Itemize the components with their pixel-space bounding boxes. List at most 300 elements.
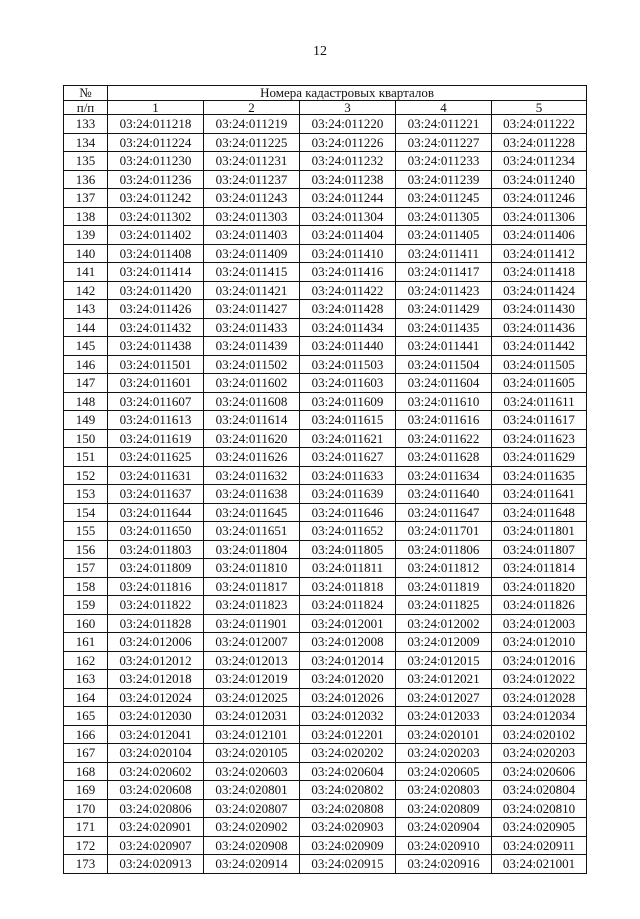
cadastral-number-cell: 03:24:011422 (300, 281, 396, 300)
header-row-2 (64, 101, 587, 115)
row-number: 134 (64, 133, 108, 152)
row-number: 163 (64, 670, 108, 689)
cadastral-number-cell: 03:24:011633 (300, 466, 396, 485)
cadastral-number-cell: 03:24:020901 (108, 818, 204, 837)
cadastral-number-cell: 03:24:011621 (300, 429, 396, 448)
cadastral-number-cell: 03:24:011817 (204, 577, 300, 596)
table-row (64, 725, 587, 744)
cadastral-number-cell: 03:24:012015 (396, 651, 492, 670)
header-no: № (64, 86, 108, 101)
row-number: 146 (64, 355, 108, 374)
cadastral-number-cell: 03:24:011501 (108, 355, 204, 374)
cadastral-number-cell: 03:24:011803 (108, 540, 204, 559)
cadastral-number-cell: 03:24:012027 (396, 688, 492, 707)
table-row (64, 707, 587, 726)
cadastral-number-cell: 03:24:011502 (204, 355, 300, 374)
cadastral-number-cell: 03:24:011439 (204, 337, 300, 356)
cadastral-number-cell: 03:24:020203 (396, 744, 492, 763)
row-number: 138 (64, 207, 108, 226)
row-number: 164 (64, 688, 108, 707)
cadastral-number-cell: 03:24:012010 (492, 633, 587, 652)
row-number: 169 (64, 781, 108, 800)
row-number: 171 (64, 818, 108, 837)
cadastral-number-cell: 03:24:020911 (492, 836, 587, 855)
row-number: 157 (64, 559, 108, 578)
cadastral-number-cell: 03:24:011441 (396, 337, 492, 356)
cadastral-number-cell: 03:24:011605 (492, 374, 587, 393)
cadastral-number-cell: 03:24:012022 (492, 670, 587, 689)
cadastral-number-cell: 03:24:012031 (204, 707, 300, 726)
table-row (64, 651, 587, 670)
cadastral-number-cell: 03:24:020203 (492, 744, 587, 763)
cadastral-number-cell: 03:24:011244 (300, 189, 396, 208)
table-row (64, 688, 587, 707)
cadastral-number-cell: 03:24:012032 (300, 707, 396, 726)
cadastral-number-cell: 03:24:011430 (492, 300, 587, 319)
cadastral-number-cell: 03:24:020804 (492, 781, 587, 800)
row-number: 168 (64, 762, 108, 781)
cadastral-number-cell: 03:24:011634 (396, 466, 492, 485)
table-row (64, 337, 587, 356)
table-row (64, 855, 587, 874)
cadastral-number-cell: 03:24:011637 (108, 485, 204, 504)
cadastral-number-cell: 03:24:011418 (492, 263, 587, 282)
cadastral-number-cell: 03:24:011619 (108, 429, 204, 448)
cadastral-number-cell: 03:24:011410 (300, 244, 396, 263)
table-row (64, 133, 587, 152)
cadastral-number-cell: 03:24:012016 (492, 651, 587, 670)
cadastral-number-cell: 03:24:011641 (492, 485, 587, 504)
cadastral-number-cell: 03:24:011807 (492, 540, 587, 559)
cadastral-number-cell: 03:24:020608 (108, 781, 204, 800)
cadastral-number-cell: 03:24:012002 (396, 614, 492, 633)
cadastral-number-cell: 03:24:011623 (492, 429, 587, 448)
cadastral-number-cell: 03:24:011648 (492, 503, 587, 522)
table-row (64, 799, 587, 818)
cadastral-number-cell: 03:24:011242 (108, 189, 204, 208)
cadastral-number-cell: 03:24:011810 (204, 559, 300, 578)
cadastral-number-cell: 03:24:020915 (300, 855, 396, 874)
row-number: 159 (64, 596, 108, 615)
header-col-3: 3 (300, 101, 396, 115)
cadastral-number-cell: 03:24:021001 (492, 855, 587, 874)
row-number: 135 (64, 152, 108, 171)
cadastral-number-cell: 03:24:011629 (492, 448, 587, 467)
table-row (64, 281, 587, 300)
cadastral-number-cell: 03:24:011246 (492, 189, 587, 208)
table-row (64, 559, 587, 578)
table-row (64, 503, 587, 522)
row-number: 166 (64, 725, 108, 744)
cadastral-number-cell: 03:24:011440 (300, 337, 396, 356)
cadastral-number-cell: 03:24:011232 (300, 152, 396, 171)
cadastral-number-cell: 03:24:011426 (108, 300, 204, 319)
cadastral-number-cell: 03:24:011433 (204, 318, 300, 337)
cadastral-number-cell: 03:24:011825 (396, 596, 492, 615)
cadastral-number-cell: 03:24:011436 (492, 318, 587, 337)
row-number: 167 (64, 744, 108, 763)
cadastral-number-cell: 03:24:011601 (108, 374, 204, 393)
cadastral-number-cell: 03:24:011230 (108, 152, 204, 171)
cadastral-number-cell: 03:24:011505 (492, 355, 587, 374)
cadastral-number-cell: 03:24:011417 (396, 263, 492, 282)
cadastral-number-cell: 03:24:011414 (108, 263, 204, 282)
cadastral-number-cell: 03:24:011628 (396, 448, 492, 467)
cadastral-number-cell: 03:24:012009 (396, 633, 492, 652)
cadastral-number-cell: 03:24:011811 (300, 559, 396, 578)
cadastral-number-cell: 03:24:011225 (204, 133, 300, 152)
cadastral-number-cell: 03:24:011224 (108, 133, 204, 152)
cadastral-number-cell: 03:24:011237 (204, 170, 300, 189)
table-row (64, 744, 587, 763)
row-number: 155 (64, 522, 108, 541)
cadastral-number-cell: 03:24:011604 (396, 374, 492, 393)
table-row (64, 429, 587, 448)
row-number: 137 (64, 189, 108, 208)
cadastral-number-cell: 03:24:012041 (108, 725, 204, 744)
cadastral-number-cell: 03:24:011428 (300, 300, 396, 319)
cadastral-number-cell: 03:24:012003 (492, 614, 587, 633)
cadastral-number-cell: 03:24:011804 (204, 540, 300, 559)
cadastral-number-cell: 03:24:020806 (108, 799, 204, 818)
cadastral-number-cell: 03:24:011245 (396, 189, 492, 208)
cadastral-number-cell: 03:24:011632 (204, 466, 300, 485)
cadastral-number-cell: 03:24:020603 (204, 762, 300, 781)
cadastral-number-cell: 03:24:011219 (204, 115, 300, 134)
cadastral-number-cell: 03:24:011644 (108, 503, 204, 522)
cadastral-number-cell: 03:24:011652 (300, 522, 396, 541)
cadastral-number-cell: 03:24:011812 (396, 559, 492, 578)
cadastral-number-cell: 03:24:011647 (396, 503, 492, 522)
cadastral-number-cell: 03:24:020913 (108, 855, 204, 874)
cadastral-number-cell: 03:24:011805 (300, 540, 396, 559)
row-number: 142 (64, 281, 108, 300)
cadastral-number-cell: 03:24:011635 (492, 466, 587, 485)
cadastral-number-cell: 03:24:011240 (492, 170, 587, 189)
cadastral-number-cell: 03:24:011305 (396, 207, 492, 226)
cadastral-number-cell: 03:24:011238 (300, 170, 396, 189)
cadastral-number-cell: 03:24:020810 (492, 799, 587, 818)
cadastral-number-cell: 03:24:011409 (204, 244, 300, 263)
cadastral-number-cell: 03:24:011429 (396, 300, 492, 319)
table-body (64, 115, 587, 874)
cadastral-number-cell: 03:24:020902 (204, 818, 300, 837)
cadastral-number-cell: 03:24:011304 (300, 207, 396, 226)
cadastral-number-cell: 03:24:020604 (300, 762, 396, 781)
row-number: 144 (64, 318, 108, 337)
cadastral-number-cell: 03:24:011438 (108, 337, 204, 356)
table-row (64, 263, 587, 282)
header-col-2: 2 (204, 101, 300, 115)
cadastral-number-cell: 03:24:011416 (300, 263, 396, 282)
cadastral-number-cell: 03:24:012024 (108, 688, 204, 707)
cadastral-number-cell: 03:24:011645 (204, 503, 300, 522)
cadastral-number-cell: 03:24:011442 (492, 337, 587, 356)
cadastral-number-cell: 03:24:011424 (492, 281, 587, 300)
row-number: 145 (64, 337, 108, 356)
cadastral-number-cell: 03:24:011801 (492, 522, 587, 541)
cadastral-number-cell: 03:24:020907 (108, 836, 204, 855)
table-row (64, 318, 587, 337)
cadastral-number-cell: 03:24:020801 (204, 781, 300, 800)
cadastral-number-cell: 03:24:011603 (300, 374, 396, 393)
cadastral-number-cell: 03:24:011408 (108, 244, 204, 263)
header-col-5: 5 (492, 101, 587, 115)
cadastral-number-cell: 03:24:012007 (204, 633, 300, 652)
cadastral-number-cell: 03:24:011620 (204, 429, 300, 448)
cadastral-number-cell: 03:24:011302 (108, 207, 204, 226)
cadastral-number-cell: 03:24:012014 (300, 651, 396, 670)
cadastral-number-cell: 03:24:011651 (204, 522, 300, 541)
cadastral-number-cell: 03:24:012008 (300, 633, 396, 652)
cadastral-number-cell: 03:24:012001 (300, 614, 396, 633)
cadastral-number-cell: 03:24:011607 (108, 392, 204, 411)
header-row-1 (64, 86, 587, 101)
cadastral-number-cell: 03:24:012028 (492, 688, 587, 707)
row-number: 154 (64, 503, 108, 522)
header-col-4: 4 (396, 101, 492, 115)
cadastral-number-cell: 03:24:011809 (108, 559, 204, 578)
row-number: 150 (64, 429, 108, 448)
row-number: 141 (64, 263, 108, 282)
cadastral-number-cell: 03:24:020903 (300, 818, 396, 837)
cadastral-number-cell: 03:24:011227 (396, 133, 492, 152)
table-row (64, 189, 587, 208)
table-row (64, 115, 587, 134)
cadastral-number-cell: 03:24:011828 (108, 614, 204, 633)
cadastral-number-cell: 03:24:020908 (204, 836, 300, 855)
cadastral-number-cell: 03:24:011421 (204, 281, 300, 300)
row-number: 162 (64, 651, 108, 670)
row-number: 149 (64, 411, 108, 430)
cadastral-number-cell: 03:24:011434 (300, 318, 396, 337)
cadastral-number-cell: 03:24:011826 (492, 596, 587, 615)
header-pp: п/п (64, 101, 108, 115)
cadastral-number-cell: 03:24:011404 (300, 226, 396, 245)
cadastral-number-cell: 03:24:020202 (300, 744, 396, 763)
cadastral-number-cell: 03:24:011646 (300, 503, 396, 522)
row-number: 158 (64, 577, 108, 596)
row-number: 153 (64, 485, 108, 504)
cadastral-number-cell: 03:24:011631 (108, 466, 204, 485)
cadastral-number-cell: 03:24:011420 (108, 281, 204, 300)
table-row (64, 614, 587, 633)
table-row (64, 355, 587, 374)
cadastral-number-cell: 03:24:011218 (108, 115, 204, 134)
row-number: 172 (64, 836, 108, 855)
cadastral-number-cell: 03:24:012021 (396, 670, 492, 689)
cadastral-number-cell: 03:24:011819 (396, 577, 492, 596)
cadastral-number-cell: 03:24:011822 (108, 596, 204, 615)
cadastral-number-cell: 03:24:011427 (204, 300, 300, 319)
cadastral-number-cell: 03:24:020808 (300, 799, 396, 818)
cadastral-number-cell: 03:24:011403 (204, 226, 300, 245)
cadastral-number-cell: 03:24:011221 (396, 115, 492, 134)
row-number: 152 (64, 466, 108, 485)
table-row (64, 226, 587, 245)
table-row (64, 836, 587, 855)
table-row (64, 633, 587, 652)
cadastral-number-cell: 03:24:011614 (204, 411, 300, 430)
cadastral-number-cell: 03:24:011415 (204, 263, 300, 282)
cadastral-number-cell: 03:24:020809 (396, 799, 492, 818)
cadastral-number-cell: 03:24:020102 (492, 725, 587, 744)
cadastral-number-cell: 03:24:011613 (108, 411, 204, 430)
cadastral-number-cell: 03:24:011503 (300, 355, 396, 374)
cadastral-number-cell: 03:24:020916 (396, 855, 492, 874)
cadastral-number-cell: 03:24:012018 (108, 670, 204, 689)
cadastral-number-cell: 03:24:012013 (204, 651, 300, 670)
cadastral-number-cell: 03:24:011616 (396, 411, 492, 430)
cadastral-number-cell: 03:24:011306 (492, 207, 587, 226)
cadastral-number-cell: 03:24:011239 (396, 170, 492, 189)
cadastral-number-cell: 03:24:011411 (396, 244, 492, 263)
cadastral-number-cell: 03:24:020104 (108, 744, 204, 763)
cadastral-number-cell: 03:24:011701 (396, 522, 492, 541)
cadastral-number-cell: 03:24:011423 (396, 281, 492, 300)
cadastral-number-cell: 03:24:011234 (492, 152, 587, 171)
cadastral-number-cell: 03:24:011412 (492, 244, 587, 263)
cadastral-number-cell: 03:24:011627 (300, 448, 396, 467)
cadastral-number-cell: 03:24:011640 (396, 485, 492, 504)
table-row (64, 818, 587, 837)
cadastral-number-cell: 03:24:012101 (204, 725, 300, 744)
cadastral-number-cell: 03:24:012030 (108, 707, 204, 726)
table-row (64, 522, 587, 541)
cadastral-number-cell: 03:24:020105 (204, 744, 300, 763)
table-row (64, 170, 587, 189)
row-number: 170 (64, 799, 108, 818)
cadastral-number-cell: 03:24:012012 (108, 651, 204, 670)
cadastral-number-cell: 03:24:011617 (492, 411, 587, 430)
cadastral-number-cell: 03:24:011823 (204, 596, 300, 615)
row-number: 151 (64, 448, 108, 467)
cadastral-number-cell: 03:24:012025 (204, 688, 300, 707)
cadastral-quarters-table (63, 85, 587, 874)
cadastral-number-cell: 03:24:011626 (204, 448, 300, 467)
cadastral-number-cell: 03:24:011639 (300, 485, 396, 504)
page-number: 12 (313, 44, 327, 59)
cadastral-number-cell: 03:24:011824 (300, 596, 396, 615)
cadastral-number-cell: 03:24:011625 (108, 448, 204, 467)
cadastral-number-cell: 03:24:011814 (492, 559, 587, 578)
table-row (64, 300, 587, 319)
row-number: 160 (64, 614, 108, 633)
cadastral-number-cell: 03:24:020802 (300, 781, 396, 800)
cadastral-number-cell: 03:24:011226 (300, 133, 396, 152)
cadastral-number-cell: 03:24:011650 (108, 522, 204, 541)
table-row (64, 152, 587, 171)
table-row (64, 244, 587, 263)
table-row (64, 466, 587, 485)
cadastral-number-cell: 03:24:012019 (204, 670, 300, 689)
cadastral-number-cell: 03:24:020807 (204, 799, 300, 818)
table-row (64, 374, 587, 393)
cadastral-number-cell: 03:24:012026 (300, 688, 396, 707)
row-number: 147 (64, 374, 108, 393)
cadastral-number-cell: 03:24:011820 (492, 577, 587, 596)
cadastral-number-cell: 03:24:011243 (204, 189, 300, 208)
cadastral-number-cell: 03:24:011602 (204, 374, 300, 393)
cadastral-number-cell: 03:24:011402 (108, 226, 204, 245)
table-row (64, 392, 587, 411)
table-row (64, 207, 587, 226)
cadastral-number-cell: 03:24:020602 (108, 762, 204, 781)
cadastral-number-cell: 03:24:020904 (396, 818, 492, 837)
cadastral-number-cell: 03:24:011615 (300, 411, 396, 430)
cadastral-number-cell: 03:24:012034 (492, 707, 587, 726)
header-col-1: 1 (108, 101, 204, 115)
table-row (64, 762, 587, 781)
row-number: 173 (64, 855, 108, 874)
cadastral-number-cell: 03:24:020909 (300, 836, 396, 855)
cadastral-number-cell: 03:24:011638 (204, 485, 300, 504)
cadastral-number-cell: 03:24:011608 (204, 392, 300, 411)
table-row (64, 670, 587, 689)
cadastral-number-cell: 03:24:011432 (108, 318, 204, 337)
cadastral-number-cell: 03:24:020101 (396, 725, 492, 744)
cadastral-number-cell: 03:24:020803 (396, 781, 492, 800)
cadastral-number-cell: 03:24:011405 (396, 226, 492, 245)
cadastral-number-cell: 03:24:011228 (492, 133, 587, 152)
cadastral-number-cell: 03:24:011236 (108, 170, 204, 189)
table-row (64, 540, 587, 559)
row-number: 140 (64, 244, 108, 263)
cadastral-number-cell: 03:24:020605 (396, 762, 492, 781)
table-row (64, 781, 587, 800)
table-row (64, 485, 587, 504)
cadastral-number-cell: 03:24:011435 (396, 318, 492, 337)
row-number: 133 (64, 115, 108, 134)
cadastral-number-cell: 03:24:011233 (396, 152, 492, 171)
table-row (64, 448, 587, 467)
cadastral-number-cell: 03:24:011806 (396, 540, 492, 559)
cadastral-number-cell: 03:24:011222 (492, 115, 587, 134)
cadastral-number-cell: 03:24:011611 (492, 392, 587, 411)
cadastral-number-cell: 03:24:012033 (396, 707, 492, 726)
row-number: 136 (64, 170, 108, 189)
table-row (64, 596, 587, 615)
row-number: 148 (64, 392, 108, 411)
cadastral-number-cell: 03:24:011220 (300, 115, 396, 134)
cadastral-number-cell: 03:24:020914 (204, 855, 300, 874)
row-number: 165 (64, 707, 108, 726)
row-number: 139 (64, 226, 108, 245)
cadastral-number-cell: 03:24:011609 (300, 392, 396, 411)
cadastral-number-cell: 03:24:012201 (300, 725, 396, 744)
cadastral-number-cell: 03:24:011406 (492, 226, 587, 245)
cadastral-number-cell: 03:24:011231 (204, 152, 300, 171)
header-group-title: Номера кадастровых кварталов (108, 86, 587, 101)
row-number: 156 (64, 540, 108, 559)
cadastral-number-cell: 03:24:012020 (300, 670, 396, 689)
cadastral-number-cell: 03:24:011303 (204, 207, 300, 226)
row-number: 161 (64, 633, 108, 652)
cadastral-number-cell: 03:24:020910 (396, 836, 492, 855)
cadastral-number-cell: 03:24:020905 (492, 818, 587, 837)
cadastral-number-cell: 03:24:011610 (396, 392, 492, 411)
table-row (64, 577, 587, 596)
cadastral-number-cell: 03:24:011504 (396, 355, 492, 374)
cadastral-number-cell: 03:24:020606 (492, 762, 587, 781)
cadastral-number-cell: 03:24:011901 (204, 614, 300, 633)
row-number: 143 (64, 300, 108, 319)
cadastral-number-cell: 03:24:011816 (108, 577, 204, 596)
table-row (64, 411, 587, 430)
cadastral-number-cell: 03:24:012006 (108, 633, 204, 652)
cadastral-number-cell: 03:24:011818 (300, 577, 396, 596)
cadastral-number-cell: 03:24:011622 (396, 429, 492, 448)
